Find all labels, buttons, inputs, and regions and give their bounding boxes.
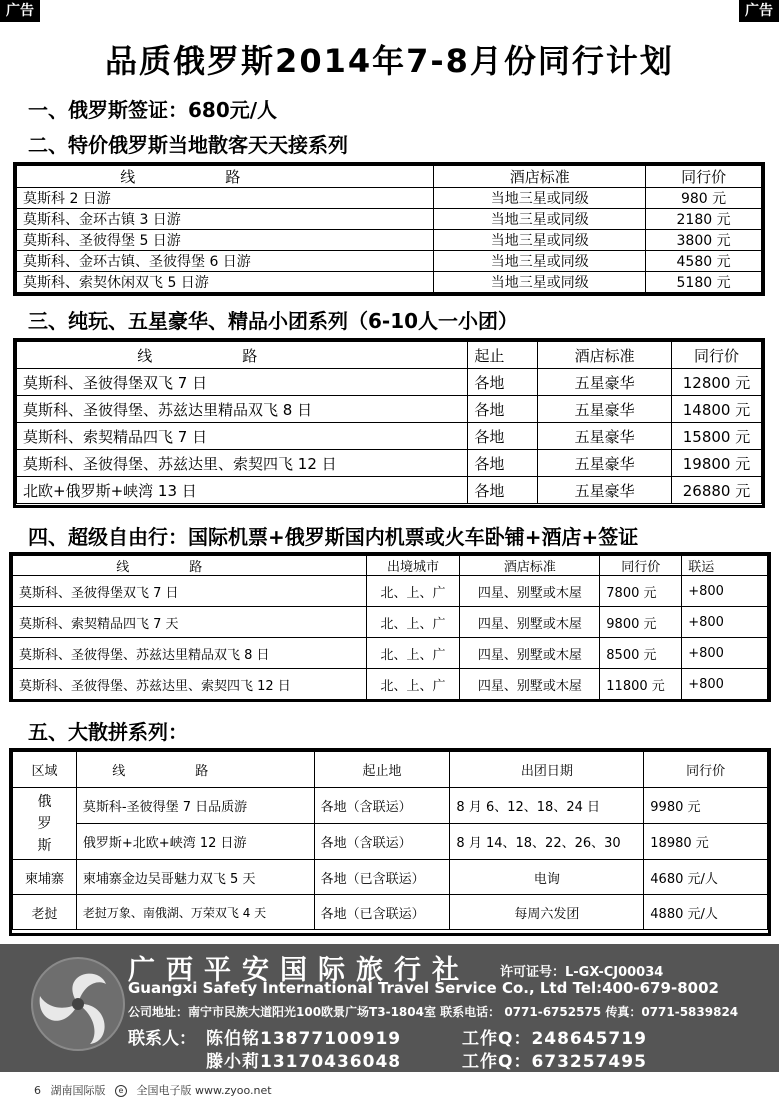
- section5-heading: 五、大散拼系列：: [28, 720, 188, 744]
- dates-cell: 8 月 6、12、18、24 日: [450, 788, 644, 824]
- section2-heading: 二、特价俄罗斯当地散客天天接系列: [28, 133, 348, 157]
- price-cell: 2180 元: [646, 209, 762, 230]
- route-cell: 莫斯科、圣彼得堡 5 日游: [17, 230, 434, 251]
- table-row: [13, 669, 768, 700]
- table-row: [17, 251, 762, 272]
- route-cell: 莫斯科、金环古镇 3 日游: [17, 209, 434, 230]
- connection-cell: +800: [682, 607, 768, 638]
- section4-table: [12, 555, 768, 700]
- col-header-route: 线路: [17, 342, 468, 369]
- route-cell: 柬埔寨金边吴哥魅力双飞 5 天: [76, 860, 314, 895]
- route-cell: 莫斯科、索契休闲双飞 5 日游: [17, 272, 434, 293]
- table-row: [17, 396, 762, 423]
- price-cell: 9980 元: [644, 788, 768, 824]
- col-header-route: 线路: [17, 166, 434, 188]
- route-cell: 北欧+俄罗斯+峡湾 13 日: [17, 477, 468, 504]
- agency-logo-icon: [28, 954, 128, 1054]
- hotel-cell: 五星豪华: [538, 477, 672, 504]
- page-footer: [34, 1082, 278, 1098]
- brand-label: 全国电子版 www.zyoo.net: [136, 1084, 272, 1097]
- price-cell: 11800 元: [600, 669, 682, 700]
- table-row: [13, 824, 768, 860]
- region-label: 俄罗斯: [37, 793, 52, 854]
- price-cell: 14800 元: [672, 396, 762, 423]
- table-header-row: [17, 342, 762, 369]
- col-header-route: 线路: [13, 556, 367, 576]
- table-row: [17, 230, 762, 251]
- price-cell: 4580 元: [646, 251, 762, 272]
- price-cell: 4680 元/人: [644, 860, 768, 895]
- route-cell: 俄罗斯+北欧+峡湾 12 日游: [76, 824, 314, 860]
- origin-cell: 各地（含联运）: [314, 824, 450, 860]
- work-qq-1: 工作Q：248645719: [462, 1029, 647, 1049]
- table-row: [13, 895, 768, 930]
- section3-table: [16, 341, 762, 504]
- dates-cell: 每周六发团: [450, 895, 644, 930]
- table-row: [13, 860, 768, 895]
- connection-cell: +800: [682, 669, 768, 700]
- table-row: [13, 576, 768, 607]
- route-cell: 莫斯科、金环古镇、圣彼得堡 6 日游: [17, 251, 434, 272]
- col-header-region: 区域: [13, 752, 77, 788]
- price-cell: 5180 元: [646, 272, 762, 293]
- city-cell: 北、上、广: [366, 607, 460, 638]
- col-header-price: 同行价: [600, 556, 682, 576]
- price-cell: 26880 元: [672, 477, 762, 504]
- price-cell: 9800 元: [600, 607, 682, 638]
- table-row: [13, 788, 768, 824]
- section5-table: [12, 751, 768, 930]
- origin-cell: 各地: [468, 450, 538, 477]
- route-cell: 莫斯科、圣彼得堡双飞 7 日: [17, 369, 468, 396]
- table-header-row: [13, 752, 768, 788]
- price-cell: 4880 元/人: [644, 895, 768, 930]
- origin-cell: 各地: [468, 423, 538, 450]
- col-header-hotel: 酒店标准: [434, 166, 646, 188]
- section4-heading: 四、超级自由行：国际机票+俄罗斯国内机票或火车卧铺+酒店+签证: [28, 525, 639, 549]
- ad-label-right: 广告: [739, 0, 779, 22]
- col-header-route: 线路: [76, 752, 314, 788]
- table-row: [17, 477, 762, 504]
- dates-cell: 电询: [450, 860, 644, 895]
- origin-cell: 各地（已含联运）: [314, 895, 450, 930]
- price-cell: 19800 元: [672, 450, 762, 477]
- hotel-cell: 四星、别墅或木屋: [460, 576, 600, 607]
- edition-label: 湖南国际版: [50, 1084, 106, 1097]
- agency-name: 广西平安国际旅行社: [128, 955, 470, 986]
- route-cell: 莫斯科、索契精品四飞 7 天: [13, 607, 367, 638]
- price-cell: 8500 元: [600, 638, 682, 669]
- price-cell: 12800 元: [672, 369, 762, 396]
- work-qq-2: 工作Q：673257495: [462, 1052, 647, 1072]
- col-header-price: 同行价: [646, 166, 762, 188]
- route-cell: 莫斯科、圣彼得堡、苏兹达里、索契四飞 12 日: [13, 669, 367, 700]
- route-cell: 莫斯科、圣彼得堡双飞 7 日: [13, 576, 367, 607]
- section3-heading: 三、纯玩、五星豪华、精品小团系列（6-10人一小团）: [28, 309, 519, 333]
- col-header-price: 同行价: [644, 752, 768, 788]
- route-cell: 莫斯科、索契精品四飞 7 日: [17, 423, 468, 450]
- col-header-dates: 出团日期: [450, 752, 644, 788]
- table-header-row: [13, 556, 768, 576]
- price-cell: 15800 元: [672, 423, 762, 450]
- city-cell: 北、上、广: [366, 638, 460, 669]
- route-cell: 莫斯科-圣彼得堡 7 日品质游: [76, 788, 314, 824]
- table-row: [17, 369, 762, 396]
- col-header-price: 同行价: [672, 342, 762, 369]
- price-cell: 18980 元: [644, 824, 768, 860]
- col-header-origin: 起止: [468, 342, 538, 369]
- connection-cell: +800: [682, 576, 768, 607]
- hotel-cell: 五星豪华: [538, 369, 672, 396]
- table-row: [17, 423, 762, 450]
- route-cell: 莫斯科 2 日游: [17, 188, 434, 209]
- col-header-hotel: 酒店标准: [460, 556, 600, 576]
- region-cell-russia: [13, 788, 77, 860]
- table-header-row: [17, 166, 762, 188]
- origin-cell: 各地: [468, 477, 538, 504]
- ad-label-left: 广告: [0, 0, 40, 22]
- hotel-cell: 四星、别墅或木屋: [460, 607, 600, 638]
- contact-person-2: 滕小莉13170436048: [206, 1052, 402, 1072]
- price-cell: 980 元: [646, 188, 762, 209]
- table-row: [17, 188, 762, 209]
- contact-label: 联系人：: [128, 1029, 196, 1049]
- table-row: [13, 607, 768, 638]
- price-cell: 7800 元: [600, 576, 682, 607]
- page-number: 6: [34, 1084, 41, 1097]
- col-header-departure-city: 出境城市: [366, 556, 460, 576]
- origin-cell: 各地: [468, 396, 538, 423]
- agency-english-name: Guangxi Safety International Travel Service Co., Ltd Tel:400-679-8002: [128, 979, 719, 997]
- contact-person-1: 陈伯铭13877100919: [206, 1029, 402, 1049]
- origin-cell: 各地（含联运）: [314, 788, 450, 824]
- city-cell: 北、上、广: [366, 669, 460, 700]
- region-cell-cambodia: 柬埔寨: [13, 860, 77, 895]
- route-cell: 莫斯科、圣彼得堡、苏兹达里精品双飞 8 日: [17, 396, 468, 423]
- hotel-cell: 五星豪华: [538, 423, 672, 450]
- col-header-origin: 起止地: [314, 752, 450, 788]
- city-cell: 北、上、广: [366, 576, 460, 607]
- price-cell: 3800 元: [646, 230, 762, 251]
- hotel-cell: 当地三星或同级: [434, 188, 646, 209]
- table-row: [17, 272, 762, 293]
- dates-cell: 8 月 14、18、22、26、30: [450, 824, 644, 860]
- col-header-connection: 联运: [682, 556, 768, 576]
- page-title: 品质俄罗斯2014年7-8月份同行计划: [105, 42, 674, 80]
- section1-heading: 一、俄罗斯签证：680元/人: [28, 98, 278, 122]
- hotel-cell: 五星豪华: [538, 396, 672, 423]
- origin-cell: 各地: [468, 369, 538, 396]
- region-cell-laos: 老挝: [13, 895, 77, 930]
- hotel-cell: 四星、别墅或木屋: [460, 638, 600, 669]
- route-cell: 莫斯科、圣彼得堡、苏兹达里精品双飞 8 日: [13, 638, 367, 669]
- table-row: [17, 209, 762, 230]
- hotel-cell: 当地三星或同级: [434, 209, 646, 230]
- origin-cell: 各地（已含联运）: [314, 860, 450, 895]
- agency-banner: [0, 944, 779, 1072]
- hotel-cell: 五星豪华: [538, 450, 672, 477]
- section2-table: [16, 165, 762, 293]
- license-number: 许可证号：L-GX-CJ00034: [500, 965, 664, 980]
- hotel-cell: 当地三星或同级: [434, 272, 646, 293]
- e-icon: e: [115, 1085, 127, 1097]
- hotel-cell: 当地三星或同级: [434, 251, 646, 272]
- col-header-hotel: 酒店标准: [538, 342, 672, 369]
- connection-cell: +800: [682, 638, 768, 669]
- route-cell: 莫斯科、圣彼得堡、苏兹达里、索契四飞 12 日: [17, 450, 468, 477]
- table-row: [17, 450, 762, 477]
- table-row: [13, 638, 768, 669]
- route-cell: 老挝万象、南俄湖、万荣双飞 4 天: [76, 895, 314, 930]
- agency-address: 公司地址：南宁市民族大道阳光100欧景广场T3-1804室 联系电话： 0771-6752575 传真：0771-5839824: [128, 1005, 739, 1019]
- hotel-cell: 四星、别墅或木屋: [460, 669, 600, 700]
- hotel-cell: 当地三星或同级: [434, 230, 646, 251]
